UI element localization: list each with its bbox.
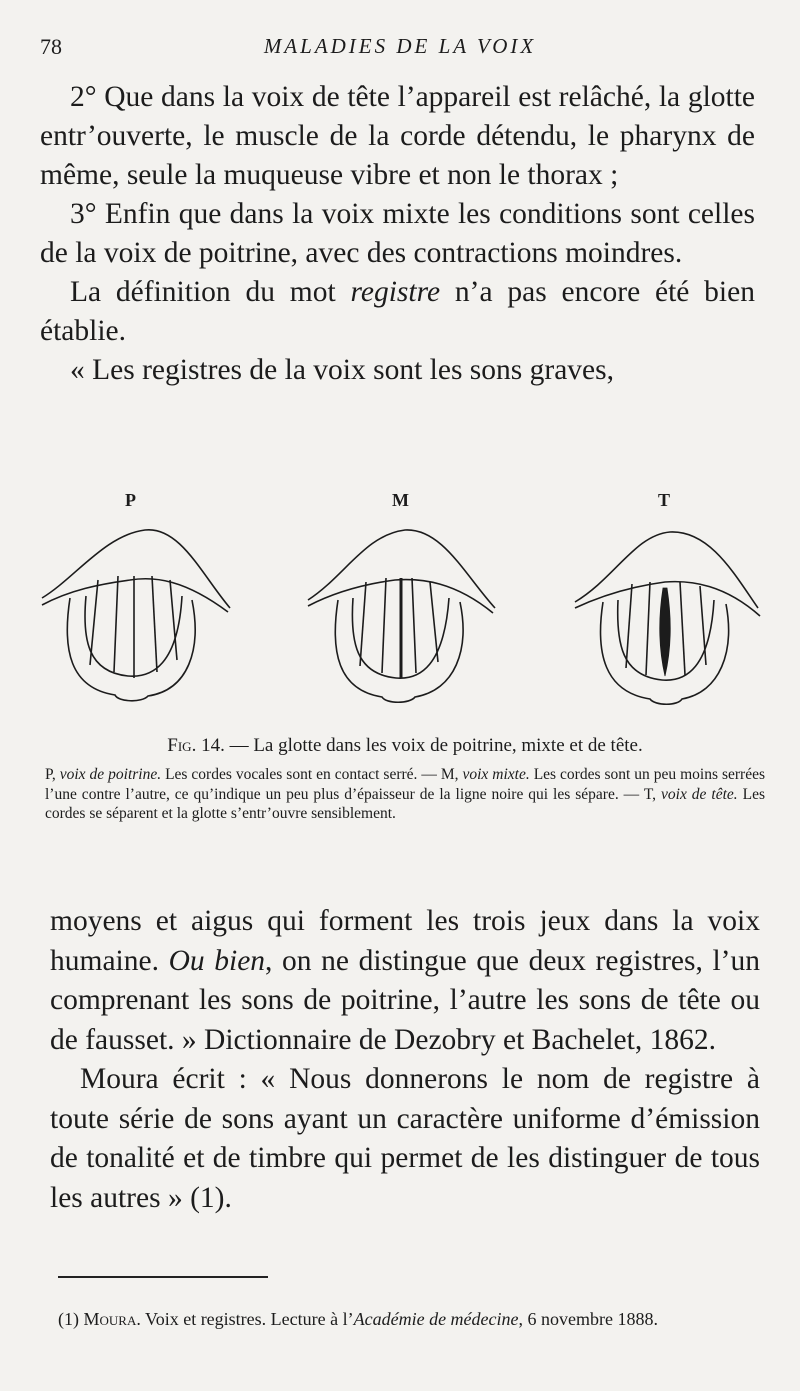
paragraph-moura: Moura écrit : « Nous donnerons le nom de registre à toute série de sons ayant un caractère uniforme d’émission de tonalité et de timbre qui permet de les distinguer de tous les autres » (1). [50, 1063, 760, 1214]
footnote-divider [58, 1276, 268, 1278]
emphasis-ou-bien: Ou bien [168, 944, 266, 977]
text-span: La définition du mot [70, 276, 351, 308]
figure-number: Fig. 14. [167, 735, 225, 756]
emphasis-text: Académie de médecine [353, 1309, 519, 1329]
emphasis-text: voix de tête. [661, 785, 738, 803]
caption-title [45, 735, 765, 757]
paragraph-quote-end [50, 902, 760, 1060]
figure-label-m: M [392, 490, 409, 510]
glottis-drawings [30, 490, 770, 730]
emphasis-text: voix de poitrine. [59, 766, 162, 783]
caption-body [45, 765, 765, 824]
figure-label-t: T [658, 490, 671, 510]
text-span: Les cordes se séparent et la glotte s’entr’ouvre sensiblement. [45, 785, 765, 822]
glottis-opening-t [660, 588, 670, 676]
text-span: n’a pas encore été bien établie. [40, 276, 755, 347]
paragraph-definition-registre [40, 273, 755, 351]
text-span: moyens et aigus qui forment les trois jeux dans la voix humaine. [50, 905, 760, 977]
text-span: Les cordes vocales sont en contact serré. — M, [161, 766, 463, 783]
figure-glottis [30, 490, 770, 730]
emphasis-registre: registre [350, 276, 441, 308]
figure-caption [45, 735, 765, 824]
text-span: , on ne distingue que deux registres, l’un comprenant les sons de poitrine, l’autre les sons de tête ou de fausset. » Dictionnaire de Dezobry et Bachelet, 1862. [50, 944, 760, 1056]
text-block-top [40, 78, 755, 390]
text-span: , 6 novembre 1888. [518, 1309, 659, 1329]
caption-title-text: — La glotte dans les voix de poitrine, mixte et de tête. [224, 735, 643, 756]
glottis-drawing-p [42, 530, 230, 701]
paragraph-voix-mixte: 3° Enfin que dans la voix mixte les conditions sont celles de la voix de poitrine, avec des contractions moindres. [40, 198, 755, 269]
glottis-line-m [400, 578, 403, 678]
footnote [58, 1306, 763, 1332]
figure-label-p: P [125, 490, 136, 510]
page-header [40, 34, 760, 68]
paragraph-voix-de-tete: 2° Que dans la voix de tête l’appareil est relâché, la glotte entr’ouverte, le muscle de la corde détendu, le pharynx de même, seule la muqueuse vibre et non le thorax ; [40, 81, 755, 191]
text-span: Les cordes sont un peu moins serrées l’une contre l’autre, ce qu’indique un peu plus d’épaisseur de la ligne noire qui les sépare. — T, [45, 766, 765, 803]
footnote-author: Moura [83, 1309, 137, 1329]
emphasis-text: voix mixte. [462, 766, 530, 783]
text-block-bottom [50, 902, 760, 1218]
paragraph-quote-start: « Les registres de la voix sont les sons graves, [70, 354, 615, 386]
footnote-marker: (1) [58, 1309, 84, 1329]
page-number: 78 [40, 34, 62, 59]
running-title: MALADIES DE LA VOIX [263, 34, 537, 58]
text-span: P, [45, 766, 60, 783]
text-span: . Voix et registres. Lecture à l’ [136, 1309, 354, 1329]
